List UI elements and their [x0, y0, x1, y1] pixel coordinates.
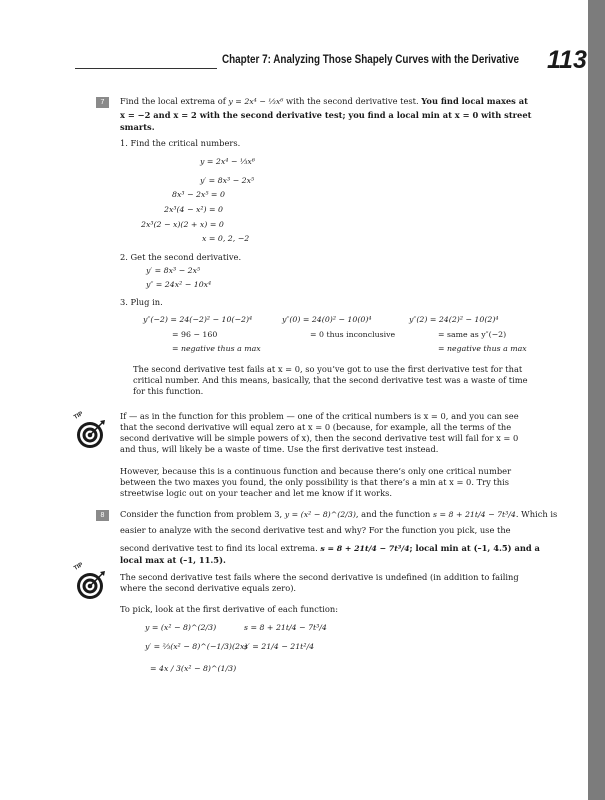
step1-title: 1. Find the critical numbers.	[120, 138, 241, 148]
q8-line3	[120, 543, 540, 554]
q7-conclusion	[133, 364, 553, 397]
q8-line3-eq: s = 8 + 21t/4 − 7t³/4	[320, 544, 410, 553]
tip-label: TIP	[73, 411, 85, 421]
page-edge-tab	[588, 0, 605, 800]
tip1-line: second derivative will be simple powers of x), then the second derivative test will fail for x = 0	[120, 433, 519, 443]
pick-left-eq-3: = 4x / 3(x² − 8)^(1/3)	[150, 664, 237, 673]
streetwise-line: streetwise logic out on your teacher and let me know if it works.	[120, 488, 393, 498]
tip1-line: If — as in the function for this problem — one of the critical numbers is x = 0, and you can see	[120, 411, 519, 421]
step3-col2-line1: y″(0) = 24(0)² − 10(0)⁴	[282, 315, 372, 324]
q8-line1-b: , and the function	[355, 509, 431, 519]
q7-conclusion-2: critical number. And this means, basically, that the second derivative test was a waste of time	[133, 375, 528, 385]
step3-col2-line2: = 0 thus inconclusive	[310, 330, 396, 339]
q8-line3-b: ; local min at (–1, 4.5) and a	[409, 543, 540, 553]
step2-eq-2: y″ = 24x² − 10x⁴	[146, 280, 212, 289]
pick-intro: To pick, look at the first derivative of each function:	[120, 604, 339, 614]
target-icon	[76, 419, 106, 449]
page-number: 113	[547, 46, 587, 74]
target-icon	[76, 570, 106, 600]
q8-line4: local max at (–1, 11.5).	[120, 555, 226, 565]
q8-line1-eq1: y = (x² − 8)^(2/3)	[284, 510, 356, 519]
q7-prompt-eq: y = 2x⁴ − ⅓x⁶	[228, 97, 284, 106]
step3-col1-line2: = 96 − 160	[172, 330, 218, 339]
q8-line2: easier to analyze with the second derivative test and why? For the function you pick, use the	[120, 525, 511, 535]
tip2-line: where the second derivative equals zero).	[120, 583, 297, 593]
streetwise-text	[120, 466, 560, 499]
step3-col3-line1: y″(2) = 24(2)² − 10(2)⁴	[409, 315, 499, 324]
q7-prompt-b: with the second derivative test.	[286, 96, 419, 106]
pick-left-eq-2: y′ = ⅔(x² − 8)^(−1/3)(2x)	[145, 642, 248, 651]
chapter-title: Chapter 7: Analyzing Those Shapely Curves with the Derivative	[222, 54, 519, 66]
tip2-text	[120, 572, 560, 594]
streetwise-line: between the two maxes you found, the only possibility is that there’s a min at x = 0. Try this	[120, 477, 510, 487]
q8-line1-a: Consider the function from problem 3,	[120, 509, 283, 519]
step3-col1-line3: = negative thus a max	[172, 344, 261, 353]
tip1-line: and thus, will likely be a waste of time. Use the first derivative test instead.	[120, 444, 439, 454]
step2-eq-1: y′ = 8x³ − 2x⁵	[146, 266, 201, 275]
pick-left-eq-1: y = (x² − 8)^(2/3)	[145, 623, 217, 632]
q8-line3-a: second derivative test to find its local extrema.	[120, 543, 318, 553]
q7-prompt-a: Find the local extrema of	[120, 96, 226, 106]
q7-answer-1: You find local maxes at	[421, 96, 528, 106]
question-number-badge: 8	[96, 510, 109, 521]
step3-col3-line3: = negative thus a max	[438, 344, 527, 353]
pick-right-eq-1: s = 8 + 21t/4 − 7t³/4	[244, 623, 327, 632]
q8-line1	[120, 509, 557, 520]
step3-col1-line1: y″(−2) = 24(−2)² − 10(−2)⁴	[143, 315, 253, 324]
q8-line1-eq2: s = 8 + 21t/4 − 7t³/4	[433, 510, 516, 519]
step1-eq-1: y = 2x⁴ − ⅓x⁶	[200, 157, 255, 166]
q7-answer-2: x = −2 and x = 2 with the second derivative test; you find a local min at x = 0 with street	[120, 110, 532, 120]
q7-conclusion-1: The second derivative test fails at x = 0, so you’ve got to use the first derivative test for that	[133, 364, 523, 374]
q7-prompt	[120, 96, 528, 107]
step1-eq-2: y′ = 8x³ − 2x⁵	[200, 176, 255, 185]
step3-col3-line2: = same as y″(−2)	[438, 330, 507, 339]
step3-title: 3. Plug in.	[120, 297, 163, 307]
tip1-line: that the second derivative will equal zero at x = 0 (because, for example, all the terms of the	[120, 422, 512, 432]
step2-title: 2. Get the second derivative.	[120, 252, 242, 262]
streetwise-line: However, because this is a continuous function and because there’s only one critical number	[120, 466, 512, 476]
question-number-badge: 7	[96, 97, 109, 108]
tip2-line: The second derivative test fails where the second derivative is undefined (in addition to failing	[120, 572, 519, 582]
header-rule	[75, 68, 217, 69]
step1-eq-6: x = 0, 2, −2	[202, 234, 250, 243]
q8-line1-c: . Which is	[515, 509, 558, 519]
step1-eq-3: 8x³ − 2x⁵ = 0	[172, 190, 225, 199]
step1-eq-4: 2x³(4 − x²) = 0	[164, 205, 223, 214]
q7-answer-3: smarts.	[120, 122, 155, 132]
tip1-text	[120, 411, 560, 455]
q7-conclusion-3: for this function.	[133, 386, 204, 396]
step1-eq-5: 2x³(2 − x)(2 + x) = 0	[141, 220, 224, 229]
pick-right-eq-2: s′ = 21/4 − 21t²/4	[244, 642, 315, 651]
tip-label: TIP	[73, 562, 85, 572]
